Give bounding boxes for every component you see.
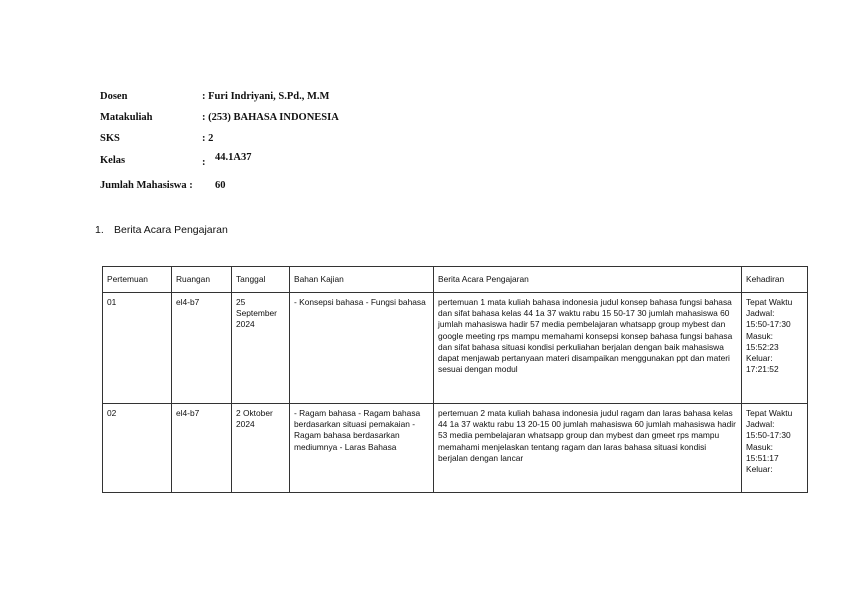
header-berita-acara: Berita Acara Pengajaran [434, 267, 742, 293]
cell-kehadiran [742, 293, 808, 404]
cell-tanggal: 25 September 2024 [232, 293, 290, 404]
kehadiran-jadwal-label: Tepat Waktu Jadwal: [746, 408, 793, 430]
cell-kehadiran [742, 404, 808, 493]
header-ruangan: Ruangan [172, 267, 232, 293]
kehadiran-keluar-label: Keluar: [746, 464, 773, 475]
cell-ruangan: el4-b7 [172, 293, 232, 404]
kehadiran-masuk: 15:51:17 [746, 452, 779, 463]
section-number: 1. [95, 224, 104, 236]
kehadiran-jadwal-label: Tepat Waktu Jadwal: [746, 297, 793, 319]
kelas-colon: : [202, 157, 206, 168]
cell-tanggal: 2 Oktober 2024 [232, 404, 290, 493]
berita-acara-table [102, 266, 808, 493]
table-header-row [103, 267, 808, 293]
cell-bahan-kajian: - Ragam bahasa - Ragam bahasa berdasarkan situasi pemakaian - Ragam bahasa berdasarkan mediumnya - Laras Bahasa [290, 404, 434, 493]
cell-bahan-kajian: - Konsepsi bahasa - Fungsi bahasa [290, 293, 434, 404]
kelas-label: Kelas [100, 155, 126, 166]
header-kehadiran: Kehadiran [742, 267, 808, 293]
cell-ruangan: el4-b7 [172, 404, 232, 493]
cell-berita-acara: pertemuan 2 mata kuliah bahasa indonesia judul ragam dan laras bahasa kelas 44 1a 37 waktu rabu 13 20-15 00 jumlah mahasiswa 60 jumlah mahasiswa hadir 53 media pembelajaran whatsapp group dan mybest dan gmeet rps mampu memahami menjelaskan tentang ragam dan laras bahasa situasi kondisi berjalan dengan lancar [434, 404, 742, 493]
kehadiran-jadwal: 15:50-17:30 [746, 430, 791, 441]
kehadiran-masuk-label: Masuk: [746, 441, 773, 452]
sks-value: : 2 [202, 133, 214, 144]
jumlah-value: 60 [215, 180, 226, 191]
section-heading [95, 224, 228, 236]
cell-pertemuan: 02 [103, 404, 172, 493]
header-pertemuan: Pertemuan [103, 267, 172, 293]
section-title: Berita Acara Pengajaran [114, 224, 228, 236]
matakuliah-value: : (253) BAHASA INDONESIA [202, 112, 339, 123]
jumlah-label: Jumlah Mahasiswa : [100, 180, 193, 191]
kehadiran-masuk: 15:52:23 [746, 341, 779, 352]
kehadiran-masuk-label: Masuk: [746, 330, 773, 341]
header-bahan-kajian: Bahan Kajian [290, 267, 434, 293]
sks-label: SKS [100, 133, 120, 144]
cell-berita-acara: pertemuan 1 mata kuliah bahasa indonesia judul konsep bahasa fungsi bahasa dan sifat bahasa kelas 44 1a 37 waktu rabu 15 50-17 30 jumlah mahasiswa 60 jumlah mahasiswa hadir 57 media pembelajaran whatsapp group mybest dan google meeting rps mampu memahami konsepsi konsep bahasa fungsi bahasa dan sifat bahasa situasi kondisi perkuliahan berjalan dengan baik mahasiswa dapat menjawab pertanyaan materi disampaikan menggunakan ppt dan materi sesuai dengan modul [434, 293, 742, 404]
kelas-value: 44.1A37 [215, 152, 252, 163]
kehadiran-keluar: 17:21:52 [746, 364, 779, 375]
header-tanggal: Tanggal [232, 267, 290, 293]
kehadiran-keluar-label: Keluar: [746, 353, 773, 364]
matakuliah-label: Matakuliah [100, 112, 153, 123]
dosen-value: : Furi Indriyani, S.Pd., M.M [202, 91, 330, 102]
table-row [103, 293, 808, 404]
cell-pertemuan: 01 [103, 293, 172, 404]
dosen-label: Dosen [100, 91, 128, 102]
table-row [103, 404, 808, 493]
kehadiran-jadwal: 15:50-17:30 [746, 319, 791, 330]
